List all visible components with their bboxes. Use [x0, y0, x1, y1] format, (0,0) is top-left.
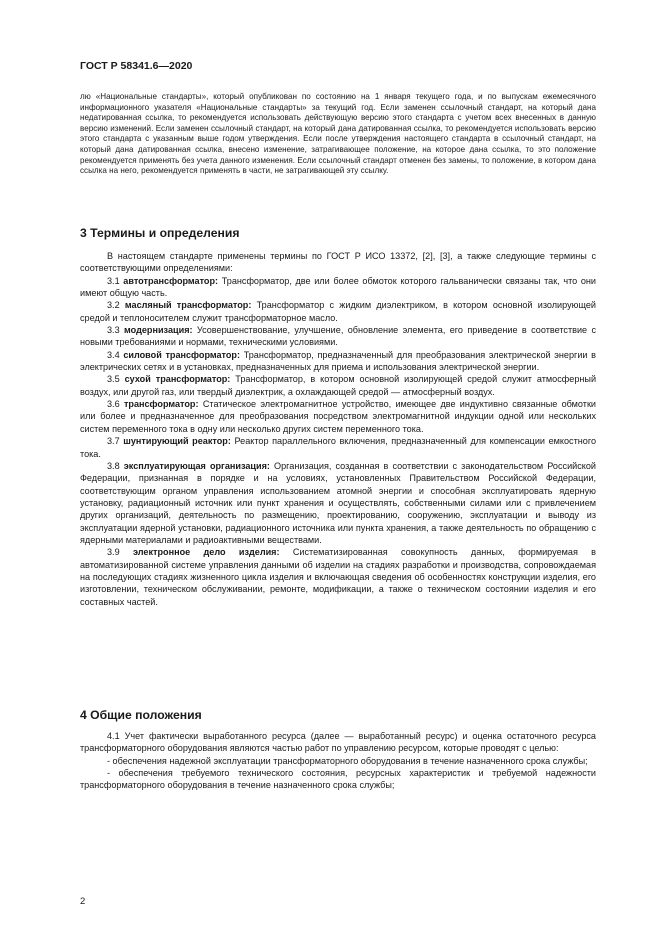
page-number: 2	[80, 896, 86, 907]
term-number: 3.8	[107, 460, 120, 471]
term-definition	[80, 435, 596, 460]
term-number: 3.9	[107, 547, 120, 558]
term-number: 3.6	[107, 399, 120, 410]
term-name: трансформатор:	[123, 399, 199, 410]
term-text: Трансформатор, две или более обмоток которого гальванически связаны так, что они имеют общую часть.	[80, 275, 596, 299]
term-name: силовой трансформатор:	[123, 349, 241, 360]
term-name: автотрансформатор:	[123, 275, 219, 286]
term-definition	[80, 275, 596, 300]
intro-paragraph: лю «Национальные стандарты», который опубликован по состоянию на 1 января текущего года, и по выпускам ежемесячного информационного указателя «Национальные стандарты» за текущий год. Если заменен ссылочный стандарт, на который дана недатированная ссылка, то рекомендуется использовать действующую версию этого стандарта с учетом всех внесенных в данную версию изменений. Если заменен ссылочный стандарт, на который дана датированная ссылка, то рекомендуется использовать версию этого стандарта с указанным выше годом утверждения. Если после утверждения настоящего стандарта в ссылочный стандарт, на который дана датированная ссылка, внесено изменение, затрагивающее положение, на которое дана ссылка, то это положение рекомендуется применять без учета данного изменения. Если ссылочный стандарт отменен без замены, то положение, в котором дана ссылка на него, рекомендуется применять в части, не затрагивающей эту ссылку.	[80, 92, 596, 176]
section-4-list-item: - обеспечения требуемого технического состояния, ресурсных характеристик и требуемой надежности трансформаторного оборудования в течение назначенного срока службы;	[80, 768, 596, 791]
term-number: 3.5	[107, 374, 120, 385]
term-number: 3.2	[107, 300, 120, 311]
term-definition	[80, 398, 596, 435]
section-4-paragraph: 4.1 Учет фактически выработанного ресурса (далее — выработанный ресурс) и оценка остаточного ресурса трансформаторного оборудования являются частью работ по управлению ресурсом, которые проводят с целью:	[80, 731, 596, 754]
document-code-header: ГОСТ Р 58341.6—2020	[80, 60, 193, 72]
term-text: Трансформатор, предназначенный для преобразования электрической энергии в электрических сетях и в установках, предназначенных для приема и использования электрической энергии.	[80, 349, 596, 373]
section-3-title: 3 Термины и определения	[80, 226, 240, 240]
term-text: Трансформатор, в котором основной изолирующей средой служит атмосферный воздух, или другой газ, или твердый диэлектрик, а охлаждающей средой — атмосферный воздух.	[80, 374, 597, 397]
intro-paragraph-block	[80, 92, 596, 177]
term-definition	[80, 349, 596, 374]
terms-list	[80, 275, 596, 608]
term-definition	[80, 373, 596, 398]
section-4-body	[80, 730, 596, 792]
term-number: 3.1	[107, 275, 120, 286]
term-text: Статическое электромагнитное устройство, имеющее две индуктивно связанные обмотки или более и предназначенное для преобразования посредством электромагнитной индукции одной или нескольких систем переменного тока в одну или несколько других систем переменного тока.	[80, 399, 597, 434]
term-name: эксплуатирующая организация:	[123, 460, 270, 471]
section-4-list-item: - обеспечения надежной эксплуатации трансформаторного оборудования в течение назначенного срока службы;	[107, 755, 588, 766]
term-number: 3.3	[107, 325, 120, 336]
term-definition	[80, 546, 596, 608]
term-number: 3.7	[107, 436, 120, 447]
term-definition	[80, 324, 596, 349]
section-3-body	[80, 250, 596, 608]
term-text: Систематизированная совокупность данных, формируемая в автоматизированной системе управления данными об изделии на стадиях разработки и производства, сопровождаемая на последующих стадиях жизненного цикла изделия и включающая сведения об особенностях конструкции изделия, его изготовлении, техническом обслуживании, ремонте, модификации, а также о техническом состоянии изделия и его составных частей.	[80, 547, 597, 607]
term-text: Трансформатор с жидким диэлектриком, в котором основной изолирующей средой и теплоносителем служит трансформаторное масло.	[80, 300, 596, 323]
term-text: Реактор параллельного включения, предназначенный для компенсации емкостного тока.	[80, 436, 597, 459]
term-name: модернизация:	[124, 325, 193, 336]
section-3-lead: В настоящем стандарте применены термины по ГОСТ Р ИСО 13372, [2], [3], а также следующие термины с соответствующими определениями:	[80, 251, 596, 274]
term-number: 3.4	[107, 349, 120, 360]
term-name: масляный трансформатор:	[124, 300, 252, 311]
term-name: сухой трансформатор:	[124, 374, 231, 385]
term-name: электронное дело изделия:	[132, 547, 280, 558]
term-definition	[80, 460, 596, 546]
term-text: Усовершенствование, улучшение, обновление элемента, его приведение в соответствие с новыми требованиями и нормами, техническими условиями.	[80, 325, 597, 348]
section-4-title: 4 Общие положения	[80, 708, 202, 722]
term-name: шунтирующий реактор:	[123, 436, 231, 447]
term-text: Организация, созданная в соответствии с законодательством Российской Федерации, признанная в порядке и на условиях, установленных Правительством Российской Федерации, соответствующим органом управления использованием атомной энергии и способная эксплуатировать ядерную установку, радиационный источник или пункт хранения и осуществлять, собственными силами или с привлечением других организаций, деятельность по размещению, проектированию, сооружению, эксплуатации и выводу из эксплуатации ядерной установки, радиационного источника или пункта хранения, а также деятельность по обращению с ядерными материалами и радиоактивными веществами.	[80, 460, 596, 545]
term-definition	[80, 299, 596, 324]
